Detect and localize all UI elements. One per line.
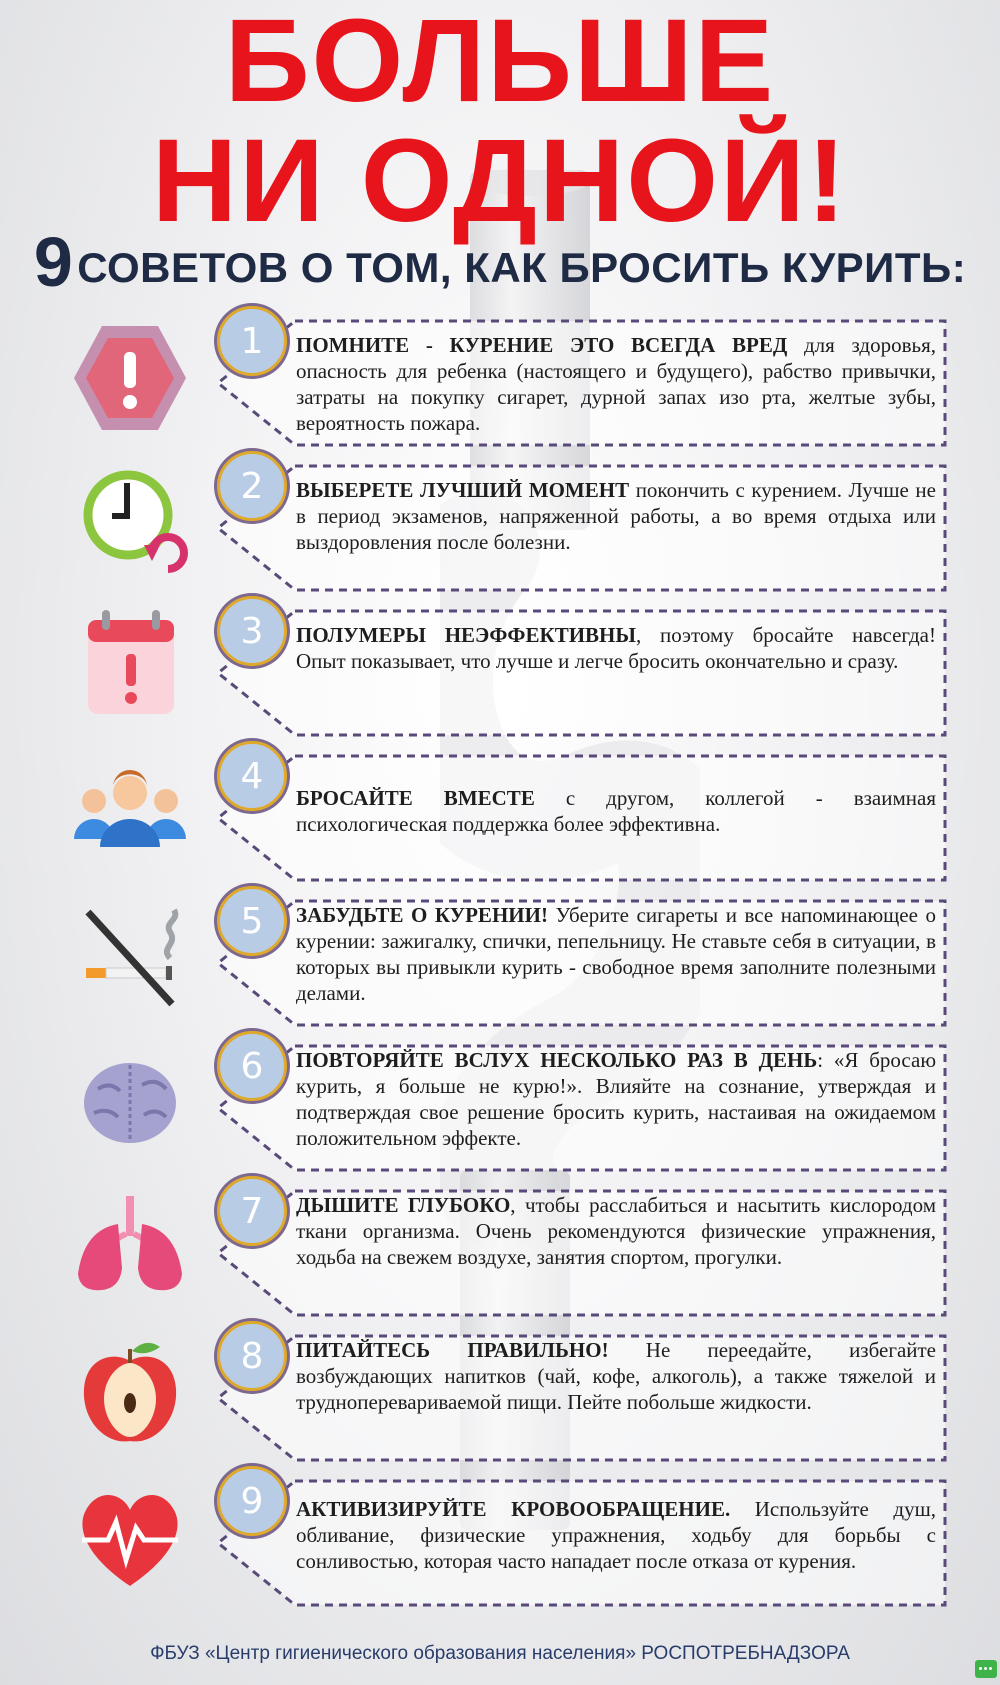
tip-number-circle: 5 xyxy=(217,886,287,956)
tip-text xyxy=(296,1337,936,1415)
tip-heading: БРОСАЙТЕ ВМЕСТЕ xyxy=(296,786,535,810)
tip-heading: ВЫБЕРЕТЕ ЛУЧШИЙ МОМЕНТ xyxy=(296,478,630,502)
tip-text xyxy=(296,332,936,436)
tip-body: , чтобы расслабиться и насытить кислородом ткани организма. Очень рекомендуются физические упражнения, ходьба на свежем воздухе, занятия спортом, прогулки. xyxy=(296,1193,936,1269)
tip-heading: ЗАБУДЬТЕ О КУРЕНИИ! xyxy=(296,903,548,927)
tip-number-circle: 2 xyxy=(217,451,287,521)
tip-number-circle: 7 xyxy=(217,1176,287,1246)
tip-2 xyxy=(0,463,1000,593)
lungs-icon xyxy=(60,1178,200,1318)
tip-text xyxy=(296,477,936,555)
tip-text xyxy=(296,902,936,1006)
title-line-2: НИ ОДНОЙ! xyxy=(151,115,849,247)
tip-heading: ПИТАЙТЕСЬ ПРАВИЛЬНО! xyxy=(296,1338,609,1362)
tip-8 xyxy=(0,1333,1000,1463)
tip-body: : «Я бросаю курить, я больше не курю!». Влияйте на сознание, утверждая и подтверждая свое решение бросить курить, настаивая на ожидаемом положительном эффекте. xyxy=(296,1048,937,1150)
tip-number-circle: 3 xyxy=(217,596,287,666)
tip-5 xyxy=(0,898,1000,1028)
tip-heading: ПОЛУМЕРЫ НЕЭФФЕКТИВНЫ xyxy=(296,623,637,647)
tip-number-circle: 8 xyxy=(217,1321,287,1391)
tip-9 xyxy=(0,1478,1000,1608)
subtitle-text: СОВЕТОВ О ТОМ, КАК БРОСИТЬ КУРИТЬ: xyxy=(77,244,967,291)
tip-text xyxy=(296,785,936,837)
tip-3 xyxy=(0,608,1000,738)
tip-body: , поэтому бросайте навсегда! Опыт показывает, что лучше и легче бросить окончательно и сразу. xyxy=(296,623,936,673)
tip-body: покончить с курением. Лучше не в период экзаменов, напряженной работы, а во время отдыха или выздоровления после болезни. xyxy=(296,478,936,554)
tip-text xyxy=(296,1047,936,1151)
tip-body: Используйте душ, обливание, физические упражнения, ходьбу для борьбы с сонливостью, которая часто нападает после отказа от курения. xyxy=(296,1497,937,1573)
heart-pulse-icon xyxy=(60,1468,200,1608)
people-group-icon xyxy=(60,743,200,883)
tip-body: с другом, коллегой - взаимная психологическая поддержка более эффективна. xyxy=(296,786,936,836)
tip-heading: ПОМНИТЕ - КУРЕНИЕ ЭТО ВСЕГДА ВРЕД xyxy=(296,333,788,357)
no-smoking-icon xyxy=(60,888,200,1028)
tip-1 xyxy=(0,318,1000,448)
tip-text xyxy=(296,1496,936,1574)
tip-body: для здоровья, опасность для ребенка (настоящего и будущего), рабство привычки, затраты на покупку сигарет, дурной запах изо рта, желтые зубы, вероятность пожара. xyxy=(296,333,936,435)
tip-text xyxy=(296,622,936,674)
tip-body: Не переедайте, избегайте возбуждающих напитков (чай, кофе, алкоголь), а также тяжелой и трудноперевариваемой пищи. Пейте побольше жидкости. xyxy=(296,1338,936,1414)
tip-number-circle: 6 xyxy=(217,1031,287,1101)
tip-heading: ДЫШИТЕ ГЛУБОКО xyxy=(296,1193,511,1217)
brain-icon xyxy=(60,1033,200,1173)
tip-number-circle: 9 xyxy=(217,1466,287,1536)
tip-heading: АКТИВИЗИРУЙТЕ КРОВООБРАЩЕНИЕ. xyxy=(296,1497,731,1521)
subtitle-number: 9 xyxy=(33,223,73,301)
title-line-1: БОЛЬШЕ xyxy=(224,0,776,127)
tip-4 xyxy=(0,753,1000,883)
tip-text xyxy=(296,1192,936,1270)
apple-icon xyxy=(60,1323,200,1463)
tip-body: Уберите сигареты и все напоминающее о курении: зажигалку, спички, пепельницу. Не ставьте себя в ситуации, в которых вы привыкли курить - свободное время заполните полезными делами. xyxy=(296,903,936,1005)
subtitle xyxy=(0,222,1000,302)
tip-6 xyxy=(0,1043,1000,1173)
tip-number-circle: 4 xyxy=(217,741,287,811)
warning-hexagon-icon xyxy=(60,308,200,448)
tip-number-circle: 1 xyxy=(217,306,287,376)
calendar-alert-icon xyxy=(60,598,200,738)
footer-organization: ФБУЗ «Центр гигиенического образования населения» РОСПОТРЕБНАДЗОРА xyxy=(150,1643,850,1664)
tip-heading: ПОВТОРЯЙТЕ ВСЛУХ НЕСКОЛЬКО РАЗ В ДЕНЬ xyxy=(296,1048,818,1072)
chat-bubble-icon[interactable] xyxy=(975,1660,997,1678)
tip-7 xyxy=(0,1188,1000,1318)
clock-undo-icon xyxy=(60,453,200,593)
